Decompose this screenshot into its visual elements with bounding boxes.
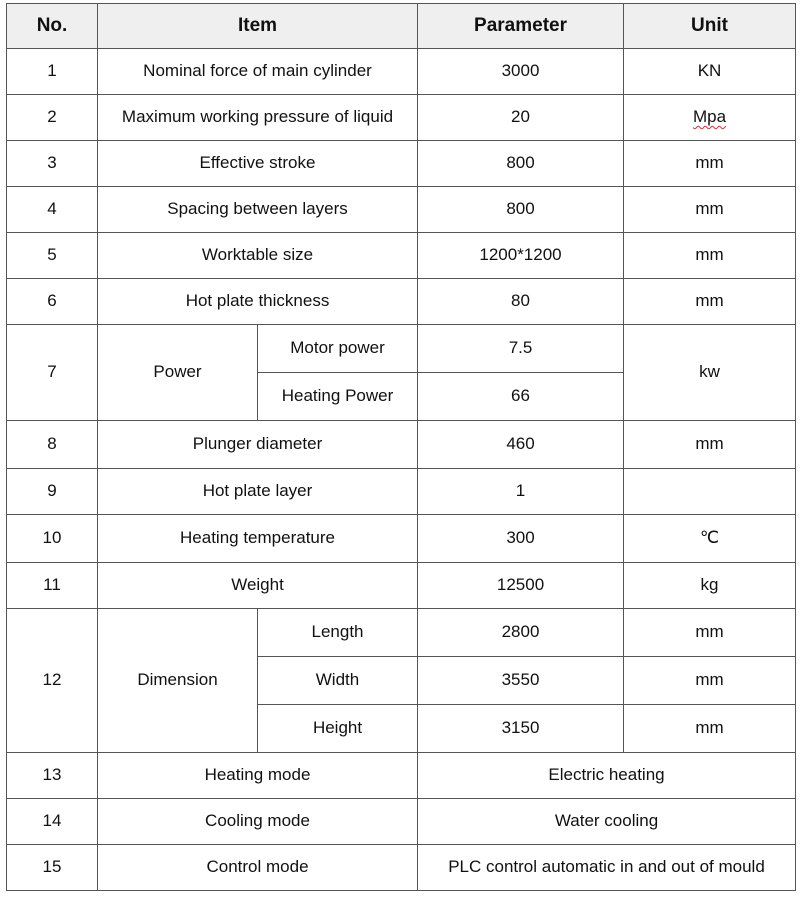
row-number: 12 xyxy=(7,609,98,753)
item-group-name: Power xyxy=(98,325,258,421)
unit-value: kg xyxy=(624,563,796,609)
unit-value: KN xyxy=(624,49,796,95)
row-number: 8 xyxy=(7,421,98,469)
unit-value: mm xyxy=(624,187,796,233)
table-row xyxy=(7,187,796,233)
item-name: Spacing between layers xyxy=(98,187,418,233)
table-row xyxy=(7,421,796,469)
table-row xyxy=(7,233,796,279)
sub-item-name: Length xyxy=(258,609,418,657)
sub-item-name: Height xyxy=(258,705,418,753)
row-number: 15 xyxy=(7,845,98,891)
unit-value: mm xyxy=(624,141,796,187)
table-row xyxy=(7,95,796,141)
sub-item-name: Width xyxy=(258,657,418,705)
sub-item-name: Motor power xyxy=(258,325,418,373)
unit-text: Mpa xyxy=(692,107,727,127)
row-number: 10 xyxy=(7,515,98,563)
table-row xyxy=(7,469,796,515)
row-number: 6 xyxy=(7,279,98,325)
item-name: Weight xyxy=(98,563,418,609)
parameter-value: 66 xyxy=(418,373,624,421)
parameter-value: 2800 xyxy=(418,609,624,657)
parameter-value: 1 xyxy=(418,469,624,515)
row-number: 13 xyxy=(7,753,98,799)
parameter-value: 800 xyxy=(418,141,624,187)
parameter-value: 460 xyxy=(418,421,624,469)
table-row xyxy=(7,609,796,657)
parameter-value: 80 xyxy=(418,279,624,325)
item-name: Worktable size xyxy=(98,233,418,279)
row-number: 1 xyxy=(7,49,98,95)
parameter-value: 1200*1200 xyxy=(418,233,624,279)
unit-value: mm xyxy=(624,279,796,325)
parameter-value: PLC control automatic in and out of mould xyxy=(418,845,796,891)
item-name: Heating mode xyxy=(98,753,418,799)
parameter-value: 12500 xyxy=(418,563,624,609)
row-number: 3 xyxy=(7,141,98,187)
table-row xyxy=(7,279,796,325)
unit-value: mm xyxy=(624,421,796,469)
table-row xyxy=(7,753,796,799)
item-name: Cooling mode xyxy=(98,799,418,845)
table-row xyxy=(7,515,796,563)
parameter-value: 20 xyxy=(418,95,624,141)
header-no: No. xyxy=(7,4,98,49)
item-name: Control mode xyxy=(98,845,418,891)
table-row xyxy=(7,325,796,373)
row-number: 4 xyxy=(7,187,98,233)
unit-value: ℃ xyxy=(624,515,796,563)
header-item: Item xyxy=(98,4,418,49)
table-row xyxy=(7,141,796,187)
parameter-value: Electric heating xyxy=(418,753,796,799)
unit-value: mm xyxy=(624,233,796,279)
row-number: 11 xyxy=(7,563,98,609)
unit-value: mm xyxy=(624,657,796,705)
unit-value xyxy=(624,95,796,141)
parameter-value: Water cooling xyxy=(418,799,796,845)
parameter-value: 7.5 xyxy=(418,325,624,373)
row-number: 2 xyxy=(7,95,98,141)
item-name: Hot plate thickness xyxy=(98,279,418,325)
spec-table xyxy=(6,3,796,891)
parameter-value: 800 xyxy=(418,187,624,233)
row-number: 14 xyxy=(7,799,98,845)
item-name: Hot plate layer xyxy=(98,469,418,515)
item-group-name: Dimension xyxy=(98,609,258,753)
item-name: Heating temperature xyxy=(98,515,418,563)
header-parameter: Parameter xyxy=(418,4,624,49)
table-row xyxy=(7,799,796,845)
header-row xyxy=(7,4,796,49)
item-name: Nominal force of main cylinder xyxy=(98,49,418,95)
item-name: Plunger diameter xyxy=(98,421,418,469)
parameter-value: 3550 xyxy=(418,657,624,705)
table-row xyxy=(7,845,796,891)
parameter-value: 3150 xyxy=(418,705,624,753)
unit-value: kw xyxy=(624,325,796,421)
parameter-value: 3000 xyxy=(418,49,624,95)
row-number: 7 xyxy=(7,325,98,421)
item-name: Effective stroke xyxy=(98,141,418,187)
row-number: 5 xyxy=(7,233,98,279)
header-unit: Unit xyxy=(624,4,796,49)
row-number: 9 xyxy=(7,469,98,515)
unit-value: mm xyxy=(624,705,796,753)
item-name: Maximum working pressure of liquid xyxy=(98,95,418,141)
table-row xyxy=(7,49,796,95)
table-row xyxy=(7,563,796,609)
unit-value: mm xyxy=(624,609,796,657)
parameter-value: 300 xyxy=(418,515,624,563)
sub-item-name: Heating Power xyxy=(258,373,418,421)
unit-value xyxy=(624,469,796,515)
